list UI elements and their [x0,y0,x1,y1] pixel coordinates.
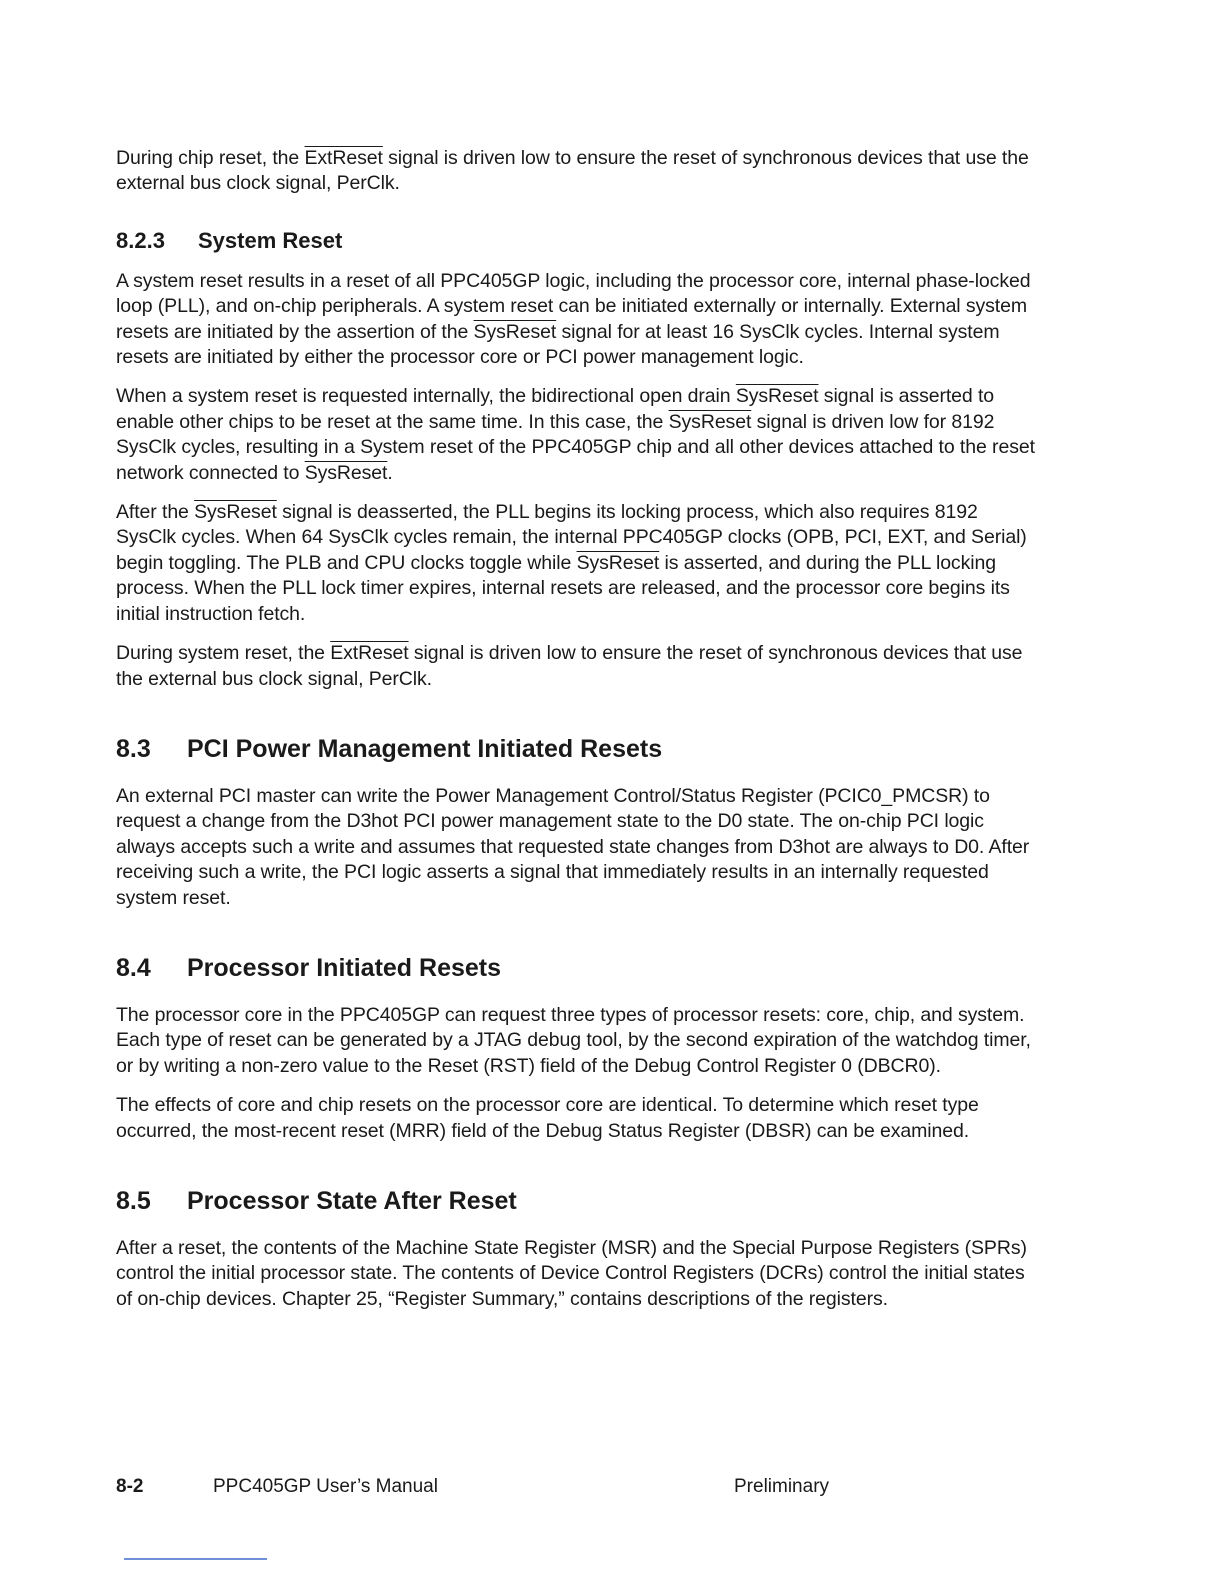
text-run: signal is driven low to ensure the reset of synchronous devices that use the external bus clock signal, PerClk. [116,642,1023,690]
manual-title: PPC405GP User’s Manual [213,1476,438,1497]
section-title: PCI Power Management Initiated Resets [187,734,663,763]
text-run: After the [116,501,195,524]
section-heading-8-2-3 [116,227,1038,255]
text-run: During system reset, the [116,642,331,665]
system-reset-paragraph-2 [116,384,1038,486]
text-run: signal is deasserted, the PLL begins its locking process, which also requires 8192 SysClk cycles. When 64 SysClk cycles remain, the internal PPC405GP clocks (OPB, PCI, EXT, and Serial) begin toggling. The PLB and CPU clocks toggle while [116,501,1027,574]
section-number: 8.5 [116,1186,151,1215]
system-reset-paragraph-1 [116,269,1038,371]
section-heading-8-3 [116,734,1038,764]
sysreset-signal: SysReset [735,385,819,408]
section-heading-8-4 [116,953,1038,983]
document-status: Preliminary [734,1476,830,1497]
section-number: 8.3 [116,734,151,763]
processor-state-paragraph: After a reset, the contents of the Machine State Register (MSR) and the Special Purpose Registers (SPRs) control the initial processor state. The contents of Device Control Registers (DCRs) control the initial states of on-chip devices. Chapter 25, “Register Summary,” contains descriptions of the registers. [116,1236,1027,1310]
text-run: . [387,461,393,484]
processor-reset-paragraph-1: The processor core in the PPC405GP can request three types of processor resets: core, chip, and system. Each type of reset can be generated by a JTAG debug tool, by the second expiration of the watchdog timer, or by writing a non-zero value to the Reset (RST) field of the Debug Control Register 0 (DBCR0). [116,1003,1031,1077]
sysreset-signal: SysReset [473,320,557,343]
text-run: signal is driven low for 8192 SysClk cycles, resulting in a System reset of the PPC405GP chip and all other devices attached to the reset network connected to [116,410,1035,484]
text-run: signal is asserted to enable other chips to be reset at the same time. In this case, the [116,385,995,433]
sysreset-signal: SysReset [194,501,277,524]
extreset-signal: ExtReset [330,642,409,665]
section-title: System Reset [198,227,343,253]
section-number: 8.2.3 [116,227,165,253]
text-run: A system reset results in a reset of all PPC405GP logic, including the processor core, internal phase-locked loop (PLL), and on-chip peripherals. A system reset can be initiated externally or internally. External system resets are initiated by the assertion of the [116,269,1031,343]
processor-reset-paragraph-2: The effects of core and chip resets on the processor core are identical. To determine which reset type occurred, the most-recent reset (MRR) field of the Debug Status Register (DBSR) can be examined. [116,1094,979,1142]
page-number: 8-2 [116,1476,144,1497]
system-reset-paragraph-3 [116,500,1038,627]
text-run: signal for at least 16 SysClk cycles. Internal system resets are initiated by either the processor core or PCI power management logic. [116,320,1000,369]
sysreset-signal: SysReset [576,551,660,574]
intro-paragraph [116,146,1038,197]
sysreset-signal: SysReset [304,461,388,484]
section-title: Processor Initiated Resets [187,953,502,982]
text-run: is asserted, and during the PLL locking process. When the PLL lock timer expires, internal resets are released, and the processor core begins its initial instruction fetch. [116,551,1010,625]
page-body [116,146,1038,1326]
system-reset-paragraph-4 [116,641,1038,692]
extreset-signal: ExtReset [304,147,383,169]
text-run: signal is driven low to ensure the reset of synchronous devices that use the external bus clock signal, PerClk. [116,147,1029,195]
pci-reset-paragraph: An external PCI master can write the Power Management Control/Status Register (PCIC0_PMCSR) to request a change from the D3hot PCI power management state to the D0 state. The on-chip PCI logic always accepts such a write and assumes that requested state changes from D3hot are always to D0. After receiving such a write, the PCI logic asserts a signal that immediately results in an internally requested system reset. [116,784,1030,909]
section-heading-8-5 [116,1186,1038,1216]
text-run: When a system reset is requested internally, the bidirectional open drain [116,385,736,408]
section-title: Processor State After Reset [187,1186,517,1215]
sysreset-signal: SysReset [668,410,752,433]
section-number: 8.4 [116,953,151,982]
text-run: During chip reset, the [116,147,305,169]
bottom-rule [124,1558,267,1560]
